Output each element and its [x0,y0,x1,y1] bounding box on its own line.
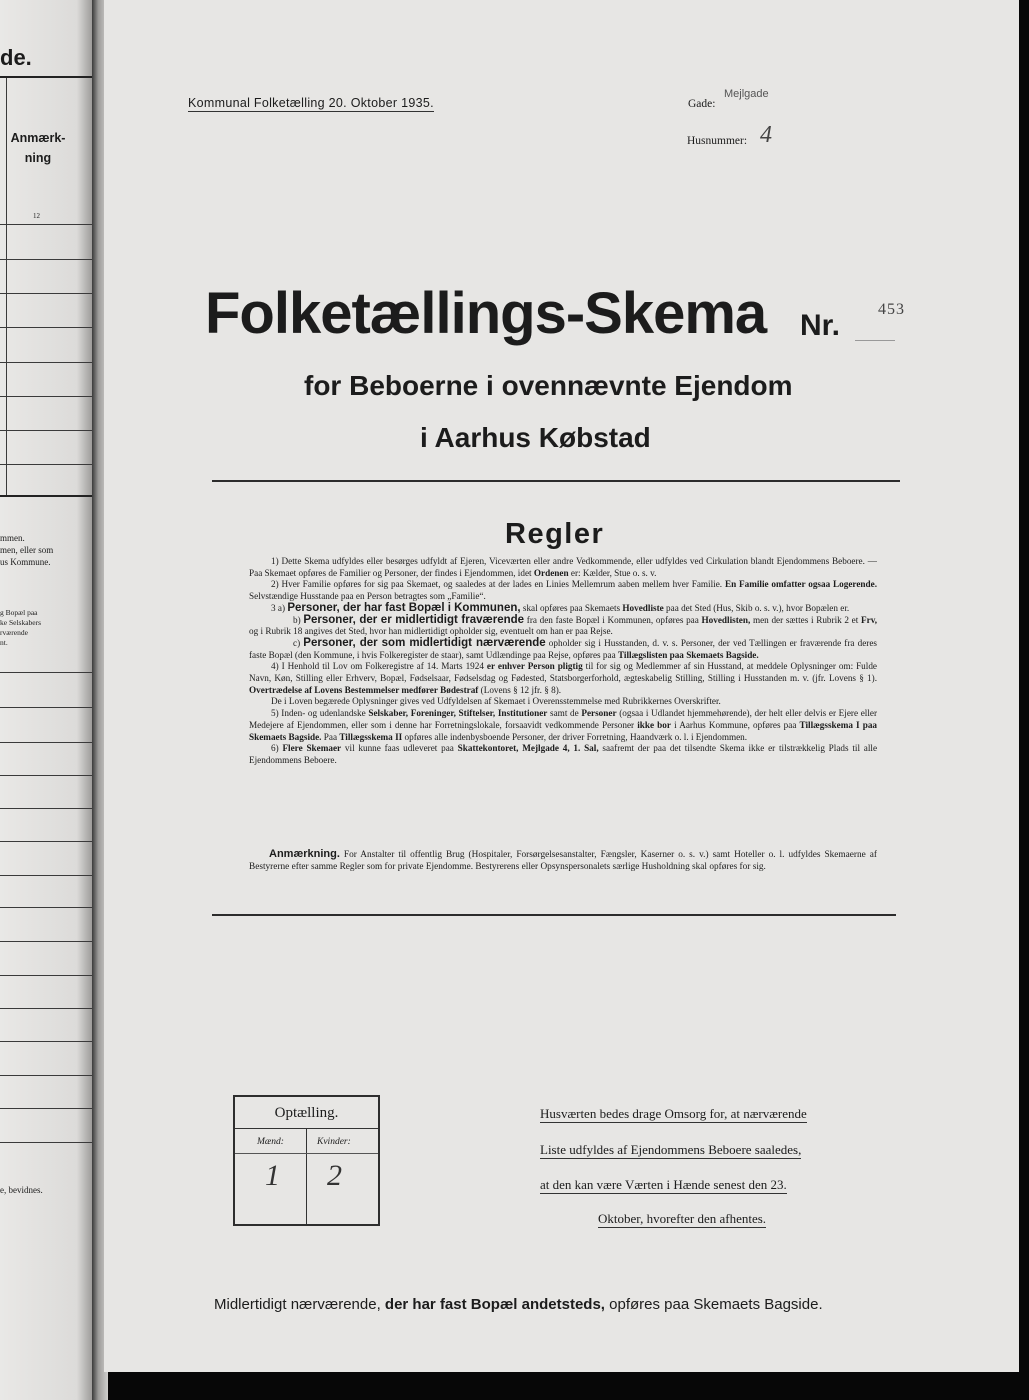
left-note-3: e, bevidnes. [0,1185,43,1195]
left-rule [0,1075,96,1076]
nr-line [855,340,895,341]
rule-3c: c) Personer, der som midlertidigt nærværende opholder sig i Husstanden, d. v. s. Personer, der ved Tællingen er fraværende fra deres faste Bopæl (den Kommune, i hvis Folkeregister de staar), samt Udlændinge paa Rejse, opføres paa Tillægslisten paa Skemaets Bagside. [249,636,878,660]
left-rule [0,841,96,842]
left-rule [0,327,96,328]
left-rule [0,362,96,363]
maend-value: 1 [265,1159,280,1192]
divider [212,914,896,916]
form-title: Folketællings-Skema [205,281,767,346]
notice-line: Oktober, hvorefter den afhentes. [598,1211,767,1226]
left-page-title: de. [0,45,32,70]
left-rule [0,875,96,876]
anmaerkning [249,848,877,873]
notice-line: Liste udfyldes af Ejendommens Beboere saaledes, [540,1142,802,1157]
husnummer-label: Husnummer: [687,135,748,147]
left-rule [0,464,96,465]
left-rule [0,707,96,708]
gade-value: Mejlgade [724,88,769,100]
form-subtitle: for Beboerne i ovennævnte Ejendom [304,370,793,401]
left-page-fragment [0,0,96,1400]
kvinder-label: Kvinder: [317,1137,351,1147]
census-header: Kommunal Folketælling 20. Oktober 1935. [188,96,434,110]
anmaerkning-heading: Anmærkning. [269,848,340,860]
rules-heading: Regler [505,518,605,550]
left-rule-top [0,76,96,78]
box-column-divider [306,1128,307,1224]
left-vline [6,78,7,495]
maend-label: Mænd: [257,1137,284,1147]
left-rule [0,259,96,260]
nr-label: Nr. [800,309,841,342]
rule-3b: b) Personer, der er midlertidigt fraværende fra den faste Bopæl i Kommunen, opføres paa Hovedlisten, men der sættes i Rubrik 2 et Frv, og i Rubrik 18 angives det Sted, hvor han midlertidigt opholder sig, eventuelt om han er paa Rejse. [249,613,878,637]
notice-line: at den kan være Værten i Hænde senest den 23. [540,1177,787,1192]
divider [212,480,900,482]
left-rule-bottom [0,495,96,497]
notice-line: Husværten bedes drage Omsorg for, at nærværende [540,1106,807,1121]
left-rule [0,941,96,942]
left-rule [0,672,96,673]
rule-3a: 3 a) Personer, der har fast Bopæl i Kommunen, skal opføres paa Skemaets Hovedliste paa det Sted (Hus, Skib o. s. v.), hvor Bopælen er. [271,601,850,614]
rule-4: 4) I Henhold til Lov om Folkeregistre af 14. Marts 1924 er enhver Person pligtig til for sig og Medlemmer af sin Husstand, at meddele Oplysninger om: Fulde Navn, Køn, Stilling eller Erhverv, Bopæl, Fødselsaar, Fødselsdag og Fødested, Statsborgerforhold, ægteskabelig Stilling, Stilling i Husstanden m. v. (jfr. Lovens § 1). Overtrædelse af Lovens Bestemmelser medfører Bødestraf (Lovens § 12 jfr. § 8). [249,661,878,695]
left-rule [0,1108,96,1109]
column-number: 12 [33,212,40,220]
husnummer-value: 4 [760,122,772,148]
left-note-1: mmen. men, eller som us Kommune. [0,533,54,567]
left-rule [0,396,96,397]
left-rule [0,293,96,294]
optaelling-box [233,1095,380,1226]
left-rule [0,1008,96,1009]
footer-note: Midlertidigt nærværende, der har fast Bopæl andetsteds, opføres paa Skemaets Bagside. [214,1296,823,1313]
left-rule [0,224,96,225]
rule-1: 1) Dette Skema udfyldes eller besørges udfyldt af Ejeren, Viceværten eller andre Vedkommende, eller udfyldes ved Cirkulation blandt Ejendommens Beboere. — Paa Skemaet opføres de Familier og Personer, der findes i Ejendommen, idet Ordenen er: Kælder, Stue o. s. v. [249,556,877,578]
form-location: i Aarhus Købstad [420,422,651,453]
left-rule [0,742,96,743]
rules-text [249,556,877,767]
left-rule [0,1142,96,1143]
left-rule [0,1041,96,1042]
rule-4b: De i Loven begærede Oplysninger gives ved Udfyldelsen af Skemaet i Overensstemmelse med Rubrikkernes Overskrifter. [271,696,721,707]
left-rule [0,430,96,431]
left-note-2: g Bopæl paa ke Selskabers rværende nt. [0,608,42,647]
left-rule [0,808,96,809]
left-rule [0,975,96,976]
kvinder-value: 2 [327,1159,342,1192]
rule-2: 2) Hver Familie opføres for sig paa Skemaet, og saaledes at der lades en Linies Mellemrum aaben mellem hver Familie. En Familie omfatter ogsaa Logerende. Selvstændige Husstande paa en Person betragtes som „Familie“. [249,579,877,602]
rule-5: 5) Inden- og udenlandske Selskaber, Foreninger, Stiftelser, Institutioner samt de Personer (ogsaa i Udlandet hjemmehørende), der helt eller delvis er Ejere eller Medejere af Ejendommen, eller som i denne har Forretningslokale, forsaavidt vedkommende Personer ikke bor i Aarhus Kommune, opføres paa Tillægsskema I paa Skemaets Bagside. Paa Tillægsskema II opføres alle indenbysboende Personer, der driver Forretning, Haandværk o. l. i Ejendommen. [249,708,878,742]
left-rule [0,907,96,908]
nr-value: 453 [878,301,905,318]
gade-label: Gade: [688,98,716,110]
left-rule [0,775,96,776]
column-header-anmaerkning: Anmærk-ning [10,131,66,165]
box-subdivider [235,1153,378,1154]
optaelling-title: Optælling. [274,1105,339,1121]
anmaerkning-text: For Anstalter til offentlig Brug (Hospitaler, Forsørgelsesanstalter, Fængsler, Kaserner o. s. v.) samt Hoteller o. l. udfyldes Skemaerne af Bestyrerne efter samme Regler som for private Ejendomme. Bestyrerens eller Opsynspersonalets særlige Husholdning skal opføres for sig. [249,850,877,872]
rule-6: 6) Flere Skemaer vil kunne faas udleveret paa Skattekontoret, Mejlgade 4, 1. Sal, saafremt der paa det tilsendte Skema ikke er tilstrækkelig Plads til alle Ejendommens Beboere. [249,743,878,765]
